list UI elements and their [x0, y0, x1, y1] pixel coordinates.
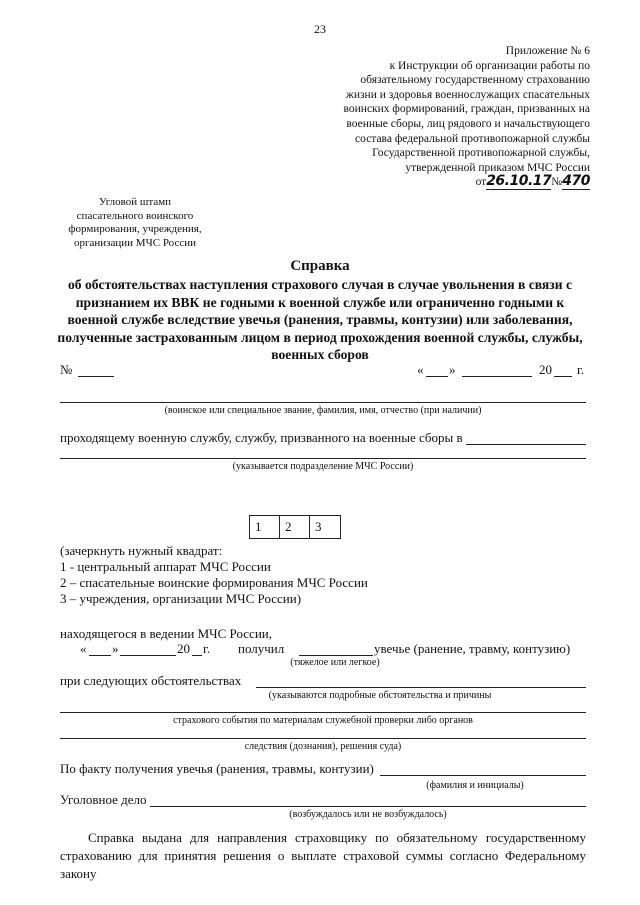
appendix-line: Приложение № 6	[505, 45, 590, 57]
criminal-case-caption: (возбуждалось или не возбуждалось)	[289, 809, 447, 820]
date-close-quote: »	[449, 362, 456, 377]
cross-out-heading: (зачеркнуть нужный квадрат:	[60, 543, 223, 558]
cross-out-item: 2 – спасательные воинские формирования МЧС России	[60, 575, 368, 590]
injury-received-label: получил	[238, 641, 285, 656]
appendix-line: жизни и здоровья военнослужащих спасательных	[345, 88, 590, 101]
appendix-line: состава федеральной противопожарной службы	[355, 132, 590, 145]
stamp-line: организации МЧС России	[74, 236, 196, 249]
stamp-line: Угловой штамп	[98, 196, 172, 208]
category-box-1[interactable]: 1	[250, 516, 280, 538]
certificate-number-label: №	[60, 362, 73, 377]
injury-day-field[interactable]	[89, 655, 111, 656]
category-box-3[interactable]: 3	[315, 519, 322, 534]
jurisdiction-text: находящегося в ведении МЧС России,	[60, 626, 272, 641]
category-box-2[interactable]: 2	[280, 516, 310, 538]
date-year-suffix: г.	[577, 362, 585, 377]
fact-caption: (фамилия и инициалы)	[426, 780, 524, 791]
order-reference	[270, 174, 590, 190]
rank-name-field[interactable]	[60, 402, 586, 403]
injury-year-field[interactable]	[192, 655, 202, 656]
circumstances-field-2[interactable]	[60, 712, 586, 713]
page-number: 23	[314, 22, 326, 36]
appendix-header	[270, 44, 590, 190]
date-day-field[interactable]	[426, 376, 448, 377]
criminal-case-label: Уголовное дело	[60, 792, 147, 807]
fact-name-field[interactable]	[380, 775, 586, 776]
corner-stamp-note	[60, 196, 210, 250]
date-year-prefix: 20	[539, 362, 552, 377]
injury-close-quote: »	[112, 641, 119, 656]
cross-out-instructions	[60, 543, 368, 607]
criminal-case-field[interactable]	[150, 806, 586, 807]
cross-out-item: 3 – учреждения, организации МЧС России)	[60, 591, 302, 606]
circumstances-field-1[interactable]	[256, 687, 586, 688]
appendix-line: обязательному государственному страхованию	[360, 74, 590, 87]
injury-severity-field[interactable]	[299, 655, 373, 656]
injury-type-text: увечье (ранение, травму, контузию)	[374, 641, 571, 656]
appendix-line: Государственной противопожарной службы,	[372, 147, 590, 160]
rank-name-caption: (воинское или специальное звание, фамилия, имя, отчество (при наличии)	[164, 405, 482, 416]
injury-year-prefix: 20	[177, 641, 190, 656]
date-open-quote: «	[417, 362, 424, 377]
service-division-field[interactable]	[466, 444, 586, 445]
service-label: проходящему военную службу, службу, призванного на военные сборы в	[60, 430, 463, 445]
cross-out-item: 1 - центральный аппарат МЧС России	[60, 559, 271, 574]
circumstances-caption-1: (указываются подробные обстоятельства и причины	[268, 690, 492, 701]
document-subtitle: об обстоятельствах наступления страхового случая в случае увольнения в связи с признанием их ВВК не годными к военной службе или ограниченно годными к военной службе вследствие увечья (ранения, травмы, контузии) или заболевания, полученные застрахованным лицом в период прохождения военной службы, службы, военных сборов	[57, 277, 583, 362]
circumstances-field-3[interactable]	[60, 738, 586, 739]
certificate-number-field[interactable]	[78, 376, 114, 377]
circumstances-caption-2: страхового события по материалам служебной проверки либо органов	[173, 715, 473, 726]
stamp-line: спасательного воинского	[76, 209, 194, 222]
injury-severity-caption: (тяжелое или легкое)	[290, 657, 380, 668]
order-date: 26.10.17	[486, 173, 552, 190]
date-year-field[interactable]	[554, 376, 572, 377]
order-no-prefix: №	[551, 176, 563, 189]
division-field[interactable]	[60, 458, 586, 459]
appendix-line: воинских формирований, граждан, призванных на	[343, 103, 590, 116]
appendix-line: к Инструкции об организации работы по	[389, 59, 590, 72]
injury-year-suffix: г.	[203, 641, 211, 656]
order-prefix: от	[475, 176, 487, 189]
circumstances-label: при следующих обстоятельствах	[60, 673, 242, 688]
date-month-field[interactable]	[462, 376, 532, 377]
appendix-line: военные сборы, лиц рядового и начальствующего	[346, 117, 590, 130]
circumstances-caption-3: следствия (дознания), решения суда)	[244, 741, 402, 752]
document-title: Справка	[290, 258, 350, 274]
closing-paragraph: Справка выдана для направления страховщику по обязательному государственному страхованию для принятия решения о выплате страховой суммы согласно Федеральному закону	[60, 830, 586, 881]
fact-label: По факту получения увечья (ранения, травмы, контузии)	[60, 761, 374, 776]
appendix-line: утвержденной приказом МЧС России	[405, 161, 590, 174]
order-number: 470	[562, 173, 590, 190]
injury-month-field[interactable]	[120, 655, 176, 656]
injury-open-quote: «	[80, 641, 87, 656]
category-boxes	[249, 515, 341, 539]
division-caption: (указывается подразделение МЧС России)	[232, 461, 414, 472]
stamp-line: формирования, учреждения,	[68, 223, 202, 235]
